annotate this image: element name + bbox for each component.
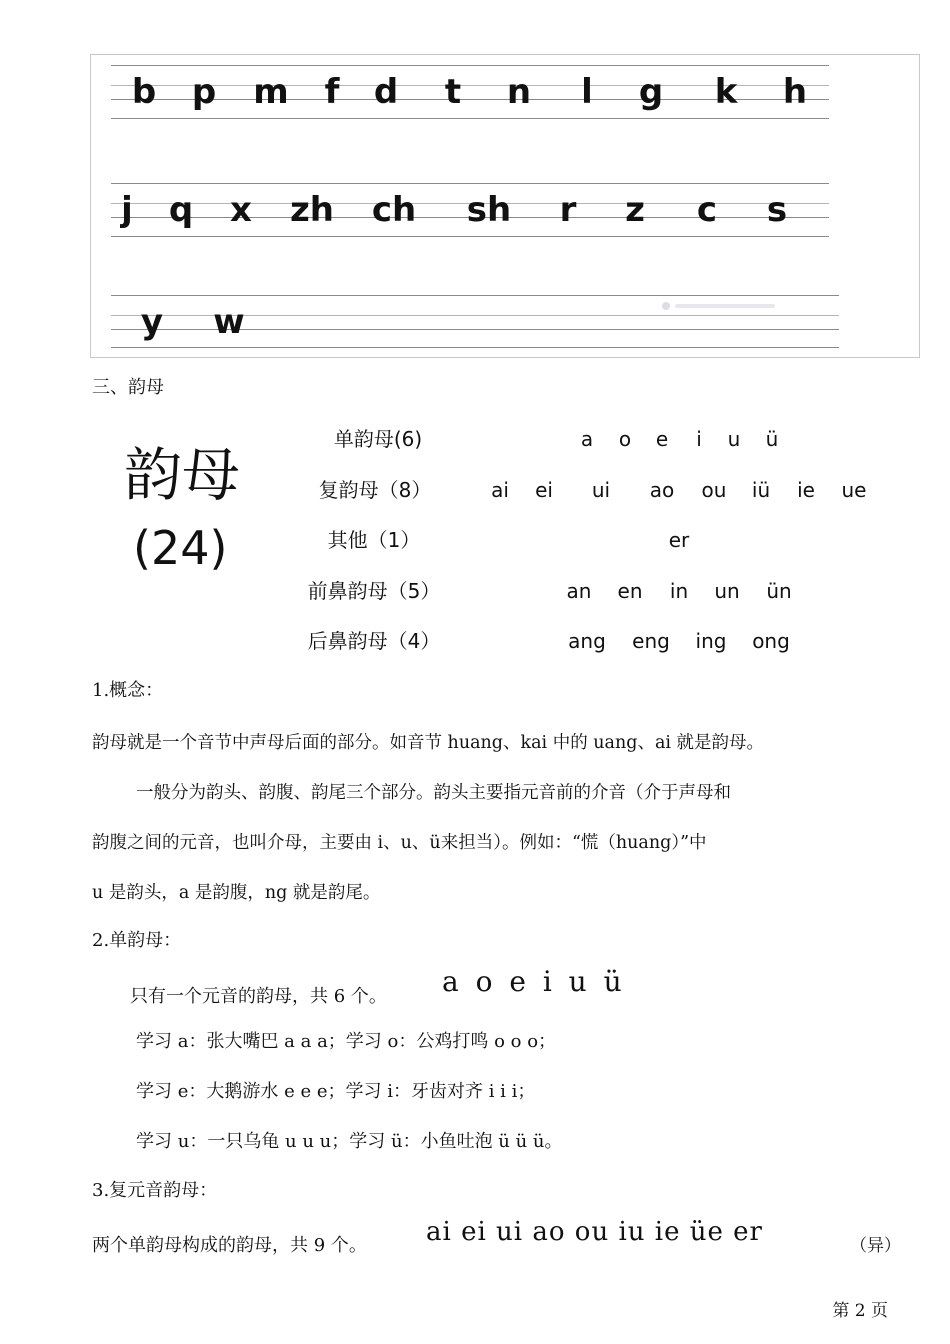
final-item: an bbox=[566, 579, 592, 603]
finals-category-label: 复韵母（8） bbox=[318, 478, 432, 502]
finals-category-label: 单韵母(6) bbox=[333, 427, 423, 451]
initial-letter: r bbox=[559, 190, 577, 230]
compound-finals-letters: ai ei ui ao ou iu ie üe er bbox=[426, 1217, 763, 1247]
staff-line bbox=[111, 118, 829, 119]
finals-category-label: 前鼻韵母（5） bbox=[307, 579, 441, 603]
final-item: er bbox=[668, 528, 690, 552]
simple-finals-line: 学习 a：张大嘴巴 a a a；学习 o：公鸡打鸣 o o o； bbox=[136, 1031, 557, 1052]
final-item: eng bbox=[632, 629, 670, 653]
concept-paragraph: u 是韵头，a 是韵腹，ng 就是韵尾。 bbox=[92, 883, 381, 903]
initial-letter: x bbox=[230, 190, 252, 230]
finals-category-label: 其他（1） bbox=[327, 528, 421, 552]
final-item: ang bbox=[568, 629, 606, 653]
final-item: ie bbox=[797, 478, 815, 502]
initials-writing-box bbox=[90, 54, 920, 358]
final-item: en bbox=[617, 579, 643, 603]
final-item: ing bbox=[695, 629, 727, 653]
staff-line bbox=[111, 347, 839, 348]
initial-letter: b bbox=[131, 72, 157, 112]
initial-letter: l bbox=[581, 72, 593, 112]
final-item: ü bbox=[765, 427, 779, 451]
staff-line bbox=[111, 236, 829, 237]
initial-letter: z bbox=[625, 190, 645, 230]
final-item: o bbox=[618, 427, 632, 451]
compound-finals-note: （异） bbox=[850, 1236, 901, 1256]
simple-finals-intro: 只有一个元音的韵母，共 6 个。 bbox=[130, 986, 387, 1007]
initial-letter: p bbox=[191, 72, 217, 112]
initial-letter: j bbox=[121, 190, 133, 230]
finals-big-count: (24) bbox=[133, 521, 228, 575]
initial-letter: q bbox=[168, 190, 194, 230]
section-title: 三、韵母 bbox=[92, 377, 164, 398]
initial-letter: m bbox=[253, 72, 289, 112]
concept-paragraph: 一般分为韵头、韵腹、韵尾三个部分。韵头主要指元音前的介音（介于声母和 bbox=[136, 783, 731, 803]
final-item: iü bbox=[751, 478, 771, 502]
watermark-logo bbox=[661, 301, 781, 311]
initial-letter: s bbox=[766, 190, 788, 230]
initial-letter: c bbox=[696, 190, 718, 230]
final-item: i bbox=[696, 427, 702, 451]
compound-finals-heading: 3.复元音韵母： bbox=[92, 1180, 218, 1201]
final-item: ong bbox=[752, 629, 790, 653]
compound-finals-intro: 两个单韵母构成的韵母，共 9 个。 bbox=[92, 1235, 367, 1256]
final-item: ai bbox=[491, 478, 509, 502]
concept-paragraph: 韵母就是一个音节中声母后面的部分。如音节 huang、kai 中的 uang、ai 就是韵母。 bbox=[92, 733, 765, 753]
initial-letter: t bbox=[444, 72, 462, 112]
initial-letter: zh bbox=[290, 190, 334, 230]
staff-line bbox=[111, 65, 829, 66]
initial-letter: g bbox=[638, 72, 664, 112]
final-item: ou bbox=[701, 478, 727, 502]
initial-letter: k bbox=[714, 72, 738, 112]
page-number: 第 2 页 bbox=[832, 1301, 888, 1321]
initial-letter: w bbox=[213, 302, 245, 342]
simple-finals-letters: a o e i u ü bbox=[442, 965, 626, 998]
final-item: un bbox=[714, 579, 740, 603]
initial-letter: y bbox=[140, 302, 164, 342]
final-item: ün bbox=[766, 579, 792, 603]
simple-finals-line: 学习 u：一只乌龟 u u u；学习 ü：小鱼吐泡 ü ü ü。 bbox=[136, 1131, 563, 1152]
final-item: ei bbox=[535, 478, 553, 502]
initial-letter: h bbox=[782, 72, 808, 112]
finals-big-title: 韵母 bbox=[124, 441, 241, 509]
final-item: ue bbox=[841, 478, 867, 502]
final-item: e bbox=[655, 427, 669, 451]
final-item: in bbox=[669, 579, 689, 603]
finals-category-label: 后鼻韵母（4） bbox=[307, 629, 441, 653]
concept-heading: 1.概念： bbox=[92, 680, 164, 701]
simple-finals-line: 学习 e：大鹅游水 e e e；学习 i：牙齿对齐 i i i； bbox=[136, 1081, 536, 1102]
initial-letter: d bbox=[373, 72, 399, 112]
simple-finals-heading: 2.单韵母： bbox=[92, 930, 182, 951]
initial-letter: f bbox=[324, 72, 340, 112]
staff-line bbox=[111, 183, 829, 184]
final-item: u bbox=[727, 427, 741, 451]
initial-letter: n bbox=[506, 72, 532, 112]
initial-letter: ch bbox=[371, 190, 417, 230]
final-item: ui bbox=[591, 478, 611, 502]
concept-paragraph: 韵腹之间的元音，也叫介母，主要由 i、u、ü来担当）。例如：“慌（huang）”中 bbox=[92, 833, 707, 853]
staff-line bbox=[111, 295, 839, 296]
initial-letter: sh bbox=[466, 190, 512, 230]
final-item: ao bbox=[649, 478, 675, 502]
final-item: a bbox=[580, 427, 594, 451]
